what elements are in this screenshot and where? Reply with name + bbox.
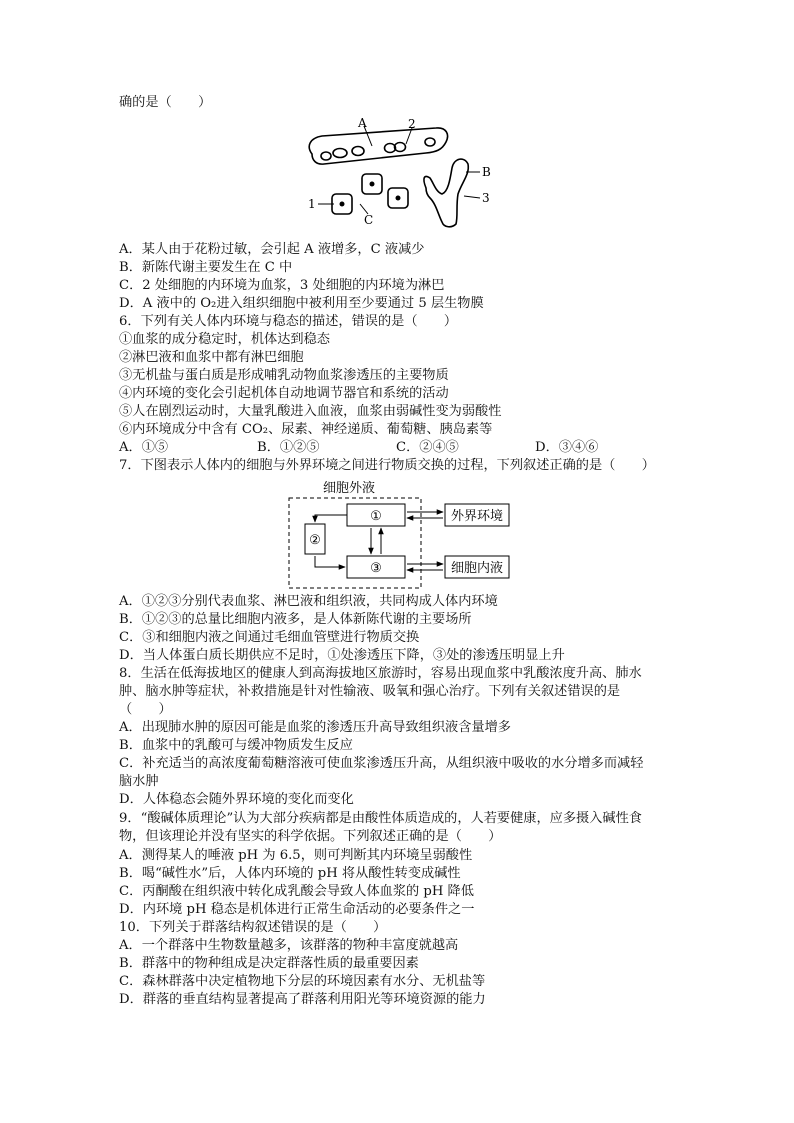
q7-option-b: B．①②③的总量比细胞内液多，是人体新陈代谢的主要场所 xyxy=(119,612,472,627)
box-3-label: ③ xyxy=(370,561,382,576)
fig-label-B: B xyxy=(482,165,491,179)
q5-stem-end: 确的是（ ） xyxy=(119,95,212,110)
extracellular-fluid-label: 细胞外液 xyxy=(323,481,376,496)
q9-option-c: C．丙酮酸在组织液中转化成乳酸会导致人体血浆的 pH 降低 xyxy=(119,884,474,899)
q5-tissue-figure xyxy=(300,118,500,230)
q6-option-b: B．①②⑤ xyxy=(257,440,320,455)
q10-option-a: A．一个群落中生物数量越多，该群落的物种丰富度就越高 xyxy=(119,938,459,953)
fig-label-C: C xyxy=(364,213,374,227)
q6-item-5: ⑤人在剧烈运动时，大量乳酸进入血液，血浆由弱碱性变为弱酸性 xyxy=(119,404,502,419)
q6-item-1: ①血浆的成分稳定时，机体达到稳态 xyxy=(119,332,330,347)
q7-stem: 7．下图表示人体内的细胞与外界环境之间进行物质交换的过程，下列叙述正确的是（ ） xyxy=(119,458,655,473)
fig-label-2: 2 xyxy=(408,118,416,131)
q6-item-6: ⑥内环境成分中含有 CO₂、尿素、神经递质、葡萄糖、胰岛素等 xyxy=(119,422,493,437)
intracellular-fluid-label: 细胞内液 xyxy=(450,561,504,576)
q9-option-a: A．测得某人的唾液 pH 为 6.5，则可判断其内环境呈弱酸性 xyxy=(119,848,473,863)
q8-option-a: A．出现肺水肿的原因可能是血浆的渗透压升高导致组织液含量增多 xyxy=(119,720,511,735)
q6-item-4: ④内环境的变化会引起机体自动地调节器官和系统的活动 xyxy=(119,386,449,401)
q5-option-a: A．某人由于花粉过敏，会引起 A 液增多，C 液减少 xyxy=(119,242,425,257)
q5-option-c: C．2 处细胞的内环境为血浆，3 处细胞的内环境为淋巴 xyxy=(119,278,445,293)
blood-cell xyxy=(352,147,364,156)
q7-option-a: A．①②③分别代表血浆、淋巴液和组织液，共同构成人体内环境 xyxy=(119,594,498,609)
q10-option-c: C．森林群落中决定植物地下分层的环境因素有水分、无机盐等 xyxy=(119,974,486,989)
q10-option-b: B．群落中的物种组成是决定群落性质的最重要因素 xyxy=(119,956,419,971)
q6-item-2: ②淋巴液和血浆中都有淋巴细胞 xyxy=(119,350,304,365)
q7-option-c: C．③和细胞内液之间通过毛细血管壁进行物质交换 xyxy=(119,630,420,645)
box-2-label: ② xyxy=(309,533,321,548)
q5-option-b: B．新陈代谢主要发生在 C 中 xyxy=(119,260,293,275)
q9-option-d: D．内环境 pH 稳态是机体进行正常生命活动的必要条件之一 xyxy=(119,902,475,917)
blood-cell xyxy=(321,152,331,160)
fig-label-3: 3 xyxy=(482,191,490,205)
q10-option-d: D．群落的垂直结构显著提高了群落利用阳光等环境资源的能力 xyxy=(119,992,486,1007)
q10-stem: 10．下列关于群落结构叙述错误的是（ ） xyxy=(119,920,387,935)
q8-option-d: D．人体稳态会随外界环境的变化而变化 xyxy=(119,792,354,807)
q8-option-b: B．血浆中的乳酸可与缓冲物质发生反应 xyxy=(119,738,353,753)
q6-option-c: C．②④⑤ xyxy=(396,440,459,455)
q6-stem: 6．下列有关人体内环境与稳态的描述，错误的是（ ） xyxy=(119,314,458,329)
q8-stem-line-2: 肿、脑水肿等症状，补救措施是针对性输液、吸氧和强心治疗。下列有关叙述错误的是 xyxy=(119,684,621,699)
q9-stem-line-2: 物，但该理论并没有坚实的科学依据。下列叙述正确的是（ ） xyxy=(119,829,502,844)
q8-stem-line-3: （ ） xyxy=(119,702,172,717)
q6-option-d: D．③④⑥ xyxy=(535,440,599,455)
q6-item-3: ③无机盐与蛋白质是形成哺乳动物血浆渗透压的主要物质 xyxy=(119,368,449,383)
q8-stem-line-1: 8．生活在低海拔地区的健康人到高海拔地区旅游时，容易出现血浆中乳酸浓度升高、肺水 xyxy=(119,666,642,681)
q8-option-c: C．补充适当的高浓度葡萄糖溶液可使血浆渗透压升高，从组织液中吸收的水分增多而减轻 xyxy=(119,756,644,771)
q5-option-d: D．A 液中的 O₂进入组织细胞中被利用至少要通过 5 层生物膜 xyxy=(119,296,484,311)
box-1-label: ① xyxy=(370,509,382,524)
q7-option-d: D．当人体蛋白质长期供应不足时，①处渗透压下降，③处的渗透压明显上升 xyxy=(119,648,565,663)
blood-cell xyxy=(425,138,435,146)
external-environment-label: 外界环境 xyxy=(450,509,504,524)
fig-label-A: A xyxy=(358,118,367,130)
q7-exchange-diagram xyxy=(285,476,525,592)
lymph-capillary xyxy=(424,159,468,227)
blood-cell xyxy=(333,149,347,158)
q6-option-a: A．①⑤ xyxy=(119,440,169,455)
q8-option-c-cont: 脑水肿 xyxy=(119,774,159,789)
fig-label-1: 1 xyxy=(308,197,316,211)
q9-option-b: B．喝“碱性水”后，人体内环境的 pH 将从酸性转变成碱性 xyxy=(119,866,461,881)
q9-stem-line-1: 9．“酸碱体质理论”认为大部分疾病都是由酸性体质造成的，人若要健康，应多摄入碱性食 xyxy=(119,811,642,826)
